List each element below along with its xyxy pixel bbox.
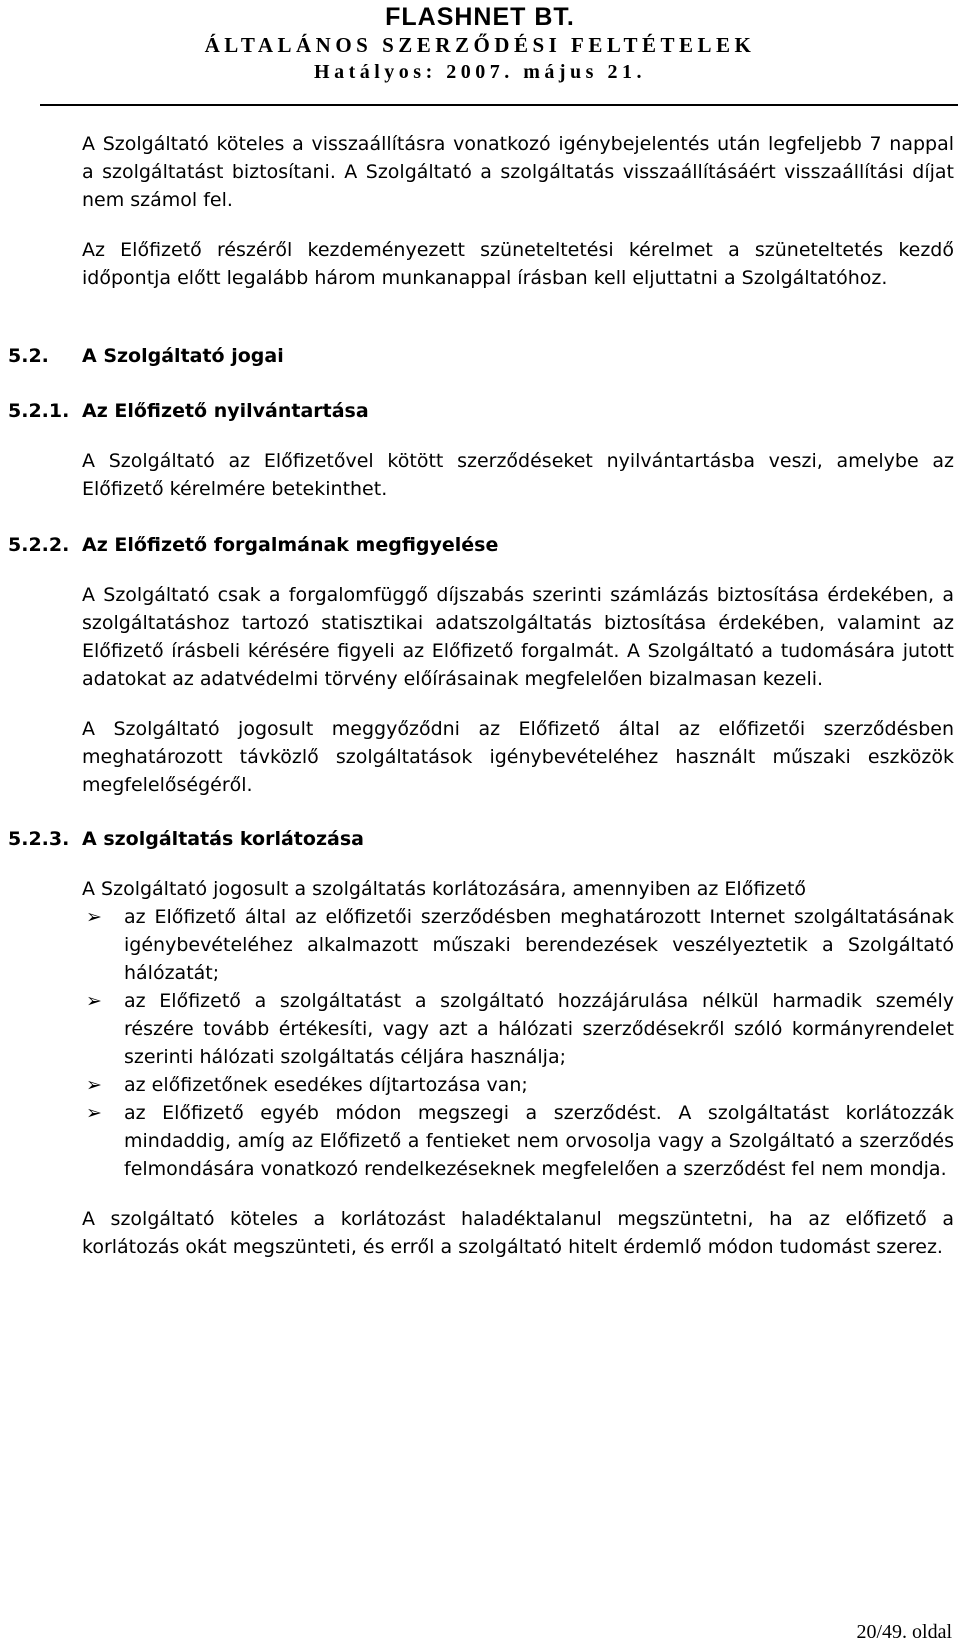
paragraph-traffic-monitoring: A Szolgáltató csak a forgalomfüggő díjszabás szerinti számlázás biztosítása érdekében, a szolgáltatáshoz tartozó statisztikai adatszolgáltatás biztosítása érdekében, valamint az Előfizető írásbeli kérésére figyeli az Előfizető forgalmát. A Szolgáltató a tudomására jutott adatokat az adatvédelmi törvény előírásainak megfelelően bizalmasan kezeli. (82, 584, 954, 690)
section-title: Az Előfizető nyilvántartása (82, 400, 369, 422)
document-title: ÁLTALÁNOS SZERZŐDÉSI FELTÉTELEK (204, 33, 756, 57)
paragraph-suspension-request: Az Előfizető részéről kezdeményezett szüneteltetési kérelmet a szüneteltetés kezdő időpontja előtt legalább három munkanappal írásban kell eljuttatni a Szolgáltatóhoz. (82, 239, 954, 289)
paragraph-device-check: A Szolgáltató jogosult meggyőződni az Előfizető által az előfizetői szerződésben meghatározott távközlő szolgáltatások igénybevételéhez használt műszaki eszközök megfelelőségéről. (82, 718, 954, 796)
section-number: 5.2.1. (8, 400, 70, 422)
paragraph-restoration: A Szolgáltató köteles a visszaállításra vonatkozó igénybejelentés után legfeljebb 7 nappal a szolgáltatást biztosítani. A Szolgáltató a szolgáltatás visszaállításáért visszaállítási díjat nem számol fel. (82, 133, 954, 211)
section-number: 5.2.2. (8, 534, 70, 556)
list-item-text: az Előfizető a szolgáltatást a szolgáltató hozzájárulása nélkül harmadik személy részére tovább értékesíti, vagy azt a hálózati szerződésekről szóló kormányrendelet szerinti hálózati szolgáltatás céljára használja; (124, 990, 954, 1068)
header-divider (40, 104, 958, 106)
arrow-bullet-icon: ➢ (86, 990, 102, 1012)
list-item-text: az Előfizető által az előfizetői szerződésben meghatározott Internet szolgáltatásának igénybevételéhez alkalmazott műszaki berendezések veszélyeztetik a Szolgáltató hálózatát; (124, 906, 954, 984)
heading-5-2-1 (8, 397, 954, 425)
effective-date: Hatályos: 2007. május 21. (314, 61, 646, 83)
arrow-bullet-icon: ➢ (86, 1074, 102, 1096)
list-item (82, 987, 954, 1071)
restriction-list (82, 903, 954, 1183)
arrow-bullet-icon: ➢ (86, 1102, 102, 1124)
page-number: 20/49. oldal (856, 1621, 952, 1643)
document-body (8, 130, 954, 1261)
paragraph-registry: A Szolgáltató az Előfizetővel kötött szerződéseket nyilvántartásba veszi, amelybe az Előfizető kérelmére betekinthet. (82, 450, 954, 500)
section-number: 5.2. (8, 345, 49, 367)
section-title: A szolgáltatás korlátozása (82, 828, 364, 850)
section-number: 5.2.3. (8, 828, 70, 850)
list-item (82, 1099, 954, 1183)
company-name: FLASHNET BT. (385, 3, 575, 31)
section-title: Az Előfizető forgalmának megfigyelése (82, 534, 499, 556)
heading-5-2-3 (8, 825, 954, 853)
section-title: A Szolgáltató jogai (82, 345, 284, 367)
page-header (0, 0, 960, 85)
list-item (82, 1071, 954, 1099)
list-item-text: az Előfizető egyéb módon megszegi a szerződést. A szolgáltatást korlátozzák mindaddig, amíg az Előfizető a fentieket nem orvosolja vagy a Szolgáltató a szerződés felmondására vonatkozó rendelkezéseknek megfelelően a szerződést fel nem mondja. (124, 1102, 954, 1180)
list-item-text: az előfizetőnek esedékes díjtartozása van; (124, 1074, 528, 1096)
heading-5-2-2 (8, 531, 954, 559)
list-item (82, 903, 954, 987)
paragraph-restriction-lift: A szolgáltató köteles a korlátozást haladéktalanul megszüntetni, ha az előfizető a korlátozás okát megszünteti, és erről a szolgáltató hitelt érdemlő módon tudomást szerez. (82, 1208, 954, 1258)
paragraph-restriction-intro: A Szolgáltató jogosult a szolgáltatás korlátozására, amennyiben az Előfizető (82, 878, 807, 900)
arrow-bullet-icon: ➢ (86, 906, 102, 928)
heading-5-2 (8, 342, 954, 370)
